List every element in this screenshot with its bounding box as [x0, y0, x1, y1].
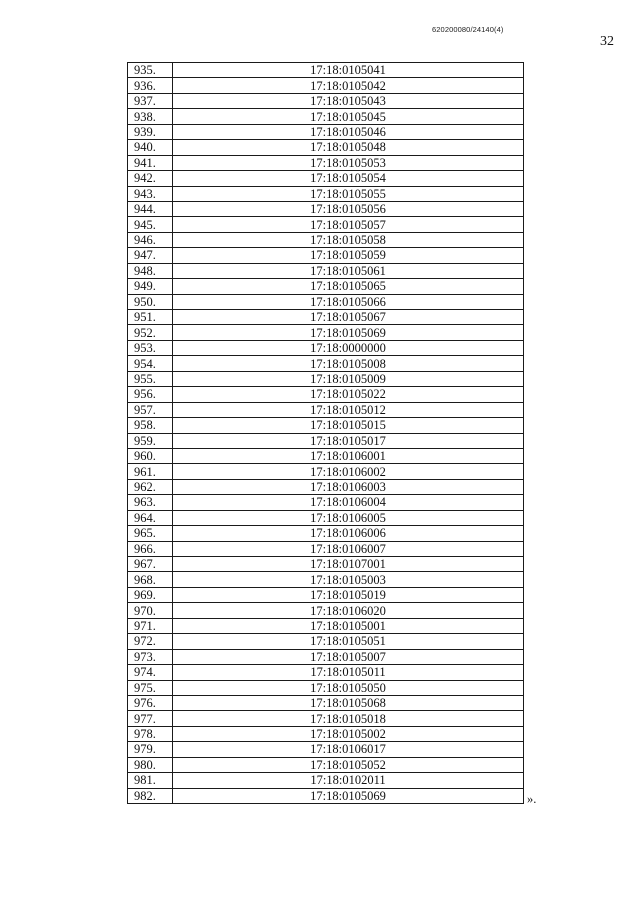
table-row	[128, 618, 524, 633]
table-row	[128, 340, 524, 355]
cadastral-code-cell: 17:18:0105054	[173, 171, 524, 186]
table-row	[128, 726, 524, 741]
cadastral-code-cell: 17:18:0105042	[173, 78, 524, 93]
cadastral-code-cell: 17:18:0105061	[173, 263, 524, 278]
cadastral-code-cell: 17:18:0105011	[173, 665, 524, 680]
cadastral-code-cell: 17:18:0105053	[173, 155, 524, 170]
cadastral-code-cell: 17:18:0105043	[173, 93, 524, 108]
table-row	[128, 742, 524, 757]
table-row	[128, 279, 524, 294]
row-number-cell: 980.	[128, 757, 173, 772]
table-row	[128, 263, 524, 278]
row-number-cell: 959.	[128, 433, 173, 448]
cadastral-code-cell: 17:18:0105051	[173, 634, 524, 649]
table-row	[128, 63, 524, 78]
cadastral-code-cell: 17:18:0105059	[173, 248, 524, 263]
row-number-cell: 965.	[128, 526, 173, 541]
table-row	[128, 587, 524, 602]
table-row	[128, 248, 524, 263]
cadastral-code-cell: 17:18:0106020	[173, 603, 524, 618]
row-number-cell: 967.	[128, 557, 173, 572]
table-row	[128, 124, 524, 139]
cadastral-code-cell: 17:18:0106006	[173, 526, 524, 541]
page-number: 32	[600, 34, 614, 49]
table-row	[128, 495, 524, 510]
table-row	[128, 171, 524, 186]
row-number-cell: 951.	[128, 310, 173, 325]
table-row	[128, 510, 524, 525]
row-number-cell: 942.	[128, 171, 173, 186]
table-row	[128, 371, 524, 386]
cadastral-code-cell: 17:18:0102011	[173, 773, 524, 788]
row-number-cell: 950.	[128, 294, 173, 309]
cadastral-code-cell: 17:18:0105048	[173, 140, 524, 155]
document-reference: 620200080/24140(4)	[432, 25, 504, 34]
row-number-cell: 947.	[128, 248, 173, 263]
cadastral-code-cell: 17:18:0105069	[173, 325, 524, 340]
row-number-cell: 935.	[128, 63, 173, 78]
row-number-cell: 973.	[128, 649, 173, 664]
row-number-cell: 979.	[128, 742, 173, 757]
cadastral-code-cell: 17:18:0105066	[173, 294, 524, 309]
table-row	[128, 649, 524, 664]
row-number-cell: 971.	[128, 618, 173, 633]
table-row	[128, 680, 524, 695]
cadastral-code-cell: 17:18:0106005	[173, 510, 524, 525]
table-row	[128, 217, 524, 232]
table-row	[128, 294, 524, 309]
cadastral-code-cell: 17:18:0106007	[173, 541, 524, 556]
table-row	[128, 788, 524, 803]
row-number-cell: 972.	[128, 634, 173, 649]
row-number-cell: 939.	[128, 124, 173, 139]
row-number-cell: 938.	[128, 109, 173, 124]
row-number-cell: 937.	[128, 93, 173, 108]
cadastral-code-cell: 17:18:0106001	[173, 448, 524, 463]
table-row	[128, 310, 524, 325]
row-number-cell: 936.	[128, 78, 173, 93]
cadastral-code-cell: 17:18:0105008	[173, 356, 524, 371]
row-number-cell: 982.	[128, 788, 173, 803]
row-number-cell: 978.	[128, 726, 173, 741]
row-number-cell: 941.	[128, 155, 173, 170]
cadastral-code-cell: 17:18:0105019	[173, 587, 524, 602]
cadastral-code-cell: 17:18:0105003	[173, 572, 524, 587]
cadastral-code-cell: 17:18:0105041	[173, 63, 524, 78]
table-row	[128, 634, 524, 649]
cadastral-table	[127, 62, 524, 804]
table-row	[128, 78, 524, 93]
table-row	[128, 201, 524, 216]
cadastral-code-cell: 17:18:0107001	[173, 557, 524, 572]
row-number-cell: 946.	[128, 232, 173, 247]
cadastral-code-cell: 17:18:0106017	[173, 742, 524, 757]
cadastral-code-cell: 17:18:0106003	[173, 479, 524, 494]
cadastral-code-cell: 17:18:0105002	[173, 726, 524, 741]
row-number-cell: 945.	[128, 217, 173, 232]
table-row	[128, 155, 524, 170]
row-number-cell: 957.	[128, 402, 173, 417]
row-number-cell: 953.	[128, 340, 173, 355]
table-row	[128, 232, 524, 247]
table-row	[128, 356, 524, 371]
cadastral-code-cell: 17:18:0106002	[173, 464, 524, 479]
cadastral-code-cell: 17:18:0105057	[173, 217, 524, 232]
row-number-cell: 954.	[128, 356, 173, 371]
table-row	[128, 387, 524, 402]
cadastral-code-cell: 17:18:0105058	[173, 232, 524, 247]
cadastral-code-cell: 17:18:0105065	[173, 279, 524, 294]
cadastral-code-cell: 17:18:0105055	[173, 186, 524, 201]
row-number-cell: 940.	[128, 140, 173, 155]
cadastral-code-cell: 17:18:0105012	[173, 402, 524, 417]
table-row	[128, 140, 524, 155]
row-number-cell: 981.	[128, 773, 173, 788]
cadastral-code-cell: 17:18:0105007	[173, 649, 524, 664]
cadastral-code-cell: 17:18:0105069	[173, 788, 524, 803]
row-number-cell: 964.	[128, 510, 173, 525]
table-row	[128, 757, 524, 772]
cadastral-code-cell: 17:18:0105052	[173, 757, 524, 772]
row-number-cell: 975.	[128, 680, 173, 695]
row-number-cell: 960.	[128, 448, 173, 463]
cadastral-code-cell: 17:18:0105068	[173, 695, 524, 710]
table-row	[128, 93, 524, 108]
cadastral-table-body	[128, 63, 524, 804]
row-number-cell: 956.	[128, 387, 173, 402]
cadastral-code-cell: 17:18:0105015	[173, 418, 524, 433]
row-number-cell: 969.	[128, 587, 173, 602]
row-number-cell: 970.	[128, 603, 173, 618]
table-row	[128, 695, 524, 710]
table-row	[128, 665, 524, 680]
table-row	[128, 479, 524, 494]
cadastral-code-cell: 17:18:0105045	[173, 109, 524, 124]
cadastral-code-cell: 17:18:0105009	[173, 371, 524, 386]
row-number-cell: 963.	[128, 495, 173, 510]
cadastral-code-cell: 17:18:0105050	[173, 680, 524, 695]
cadastral-code-cell: 17:18:0105046	[173, 124, 524, 139]
table-row	[128, 186, 524, 201]
table-row	[128, 402, 524, 417]
table-row	[128, 433, 524, 448]
table-row	[128, 325, 524, 340]
row-number-cell: 966.	[128, 541, 173, 556]
table-row	[128, 541, 524, 556]
cadastral-code-cell: 17:18:0105001	[173, 618, 524, 633]
row-number-cell: 943.	[128, 186, 173, 201]
table-row	[128, 448, 524, 463]
row-number-cell: 958.	[128, 418, 173, 433]
closing-quote-mark: ».	[527, 792, 537, 806]
row-number-cell: 977.	[128, 711, 173, 726]
table-row	[128, 109, 524, 124]
row-number-cell: 944.	[128, 201, 173, 216]
row-number-cell: 968.	[128, 572, 173, 587]
table-row	[128, 711, 524, 726]
table-row	[128, 603, 524, 618]
cadastral-code-cell: 17:18:0106004	[173, 495, 524, 510]
cadastral-code-cell: 17:18:0105067	[173, 310, 524, 325]
cadastral-code-cell: 17:18:0105022	[173, 387, 524, 402]
cadastral-code-cell: 17:18:0105056	[173, 201, 524, 216]
table-row	[128, 526, 524, 541]
row-number-cell: 949.	[128, 279, 173, 294]
row-number-cell: 948.	[128, 263, 173, 278]
row-number-cell: 961.	[128, 464, 173, 479]
cadastral-code-cell: 17:18:0105017	[173, 433, 524, 448]
cadastral-code-cell: 17:18:0105018	[173, 711, 524, 726]
row-number-cell: 952.	[128, 325, 173, 340]
table-row	[128, 773, 524, 788]
row-number-cell: 976.	[128, 695, 173, 710]
row-number-cell: 974.	[128, 665, 173, 680]
table-row	[128, 557, 524, 572]
table-row	[128, 418, 524, 433]
cadastral-code-cell: 17:18:0000000	[173, 340, 524, 355]
table-row	[128, 464, 524, 479]
row-number-cell: 962.	[128, 479, 173, 494]
table-row	[128, 572, 524, 587]
row-number-cell: 955.	[128, 371, 173, 386]
